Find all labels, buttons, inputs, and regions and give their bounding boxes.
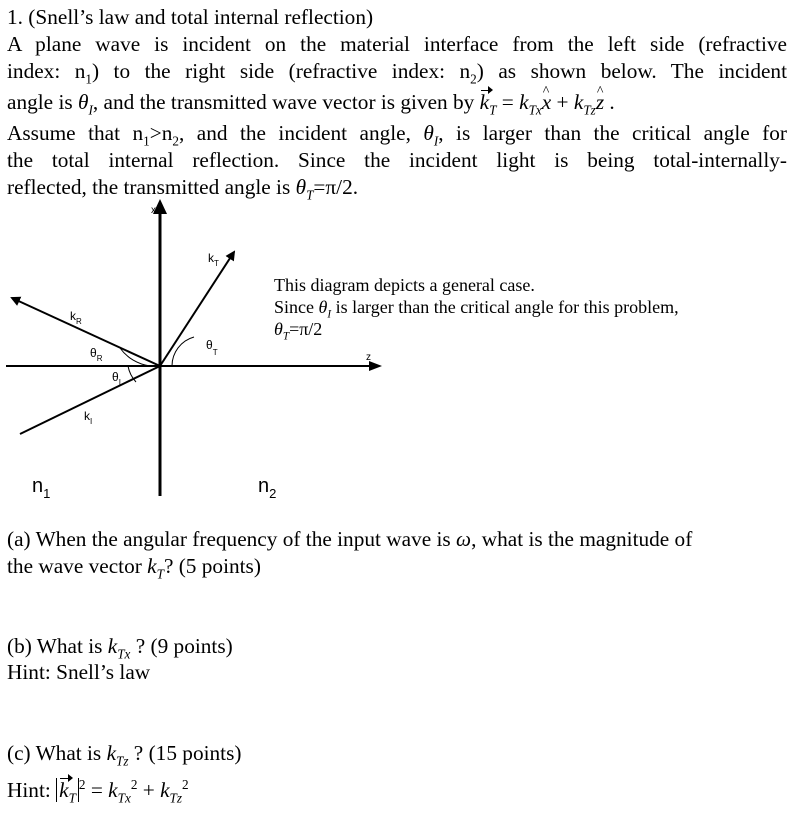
question-a-line-1: (a) When the angular frequency of the input wave is ω, what is the magnitude of	[7, 527, 693, 551]
kT-vector-equation: $k_T$ = $k_{Tx}\^{}$ $x + k_{Tz}\^{}$ z .	[480, 90, 615, 114]
theta-i-label: $\theta_I$	[112, 370, 121, 387]
problem-line-3: angle is $\theta_I$, and the transmitted wave vector is given by $k_T$ = $k_{Tx}\^{}$ $x + k_{Tz}\^{}$ z .	[7, 89, 615, 115]
x-axis-label: x	[151, 205, 156, 216]
z-axis-label: z	[366, 352, 371, 363]
refraction-diagram	[0, 195, 798, 505]
problem-line-4: Assume that $n_1>n_2$, and the incident angle, $\theta_I$, is larger than the critical angle for	[7, 121, 787, 149]
kT-magnitude-equation: $k_T^2 = k_{Tx}^2 + k_{Tz}^2$	[56, 778, 188, 802]
problem-line-6: reflected, the transmitted angle is $\theta_T=\pi/2$.	[7, 175, 359, 203]
transmitted-ray	[160, 252, 234, 366]
problem-line-5: the total internal reflection. Since the incident light is being total-internally-	[7, 148, 787, 172]
problem-line-2: index: $n_1$) to the right side (refractive index: $n_2$) as shown below. The incident	[7, 59, 787, 87]
question-a-line-2: the wave vector $k_T$? (5 points)	[7, 554, 261, 582]
question-b-hint: Hint: Snell’s law	[7, 660, 151, 684]
question-c-line-1: (c) What is $k_{Tz}$ ? (15 points)	[7, 741, 242, 769]
diagram-note-line-1: This diagram depicts a general case.	[274, 275, 535, 295]
problem-title: 1. (Snell’s law and total internal reflection)	[7, 5, 374, 29]
n1-label: $n_1$	[32, 475, 51, 501]
diagram-note-line-2: Since $\theta_I$ is larger than the critical angle for this problem,	[274, 297, 679, 321]
n2-label: $n_2$	[258, 475, 277, 501]
problem-line-1: A plane wave is incident on the material interface from the left side (refractive	[7, 32, 787, 56]
reflected-ray	[12, 298, 160, 366]
theta-t-label: $\theta_T$	[206, 338, 218, 357]
question-b-line-1: (b) What is $k_{Tx}$ ? (9 points)	[7, 634, 233, 662]
kT-label: $k_T$	[208, 251, 219, 268]
kR-label: $k_R$	[70, 309, 82, 326]
kI-label: $k_I$	[84, 409, 93, 426]
question-c-hint: Hint: $k_T^2 = k_{Tx}^2 + k_{Tz}^2$	[7, 776, 189, 806]
diagram-note-line-3: $\theta_T=\pi/2$	[274, 319, 323, 343]
theta-r-label: $\theta_R$	[90, 346, 103, 363]
